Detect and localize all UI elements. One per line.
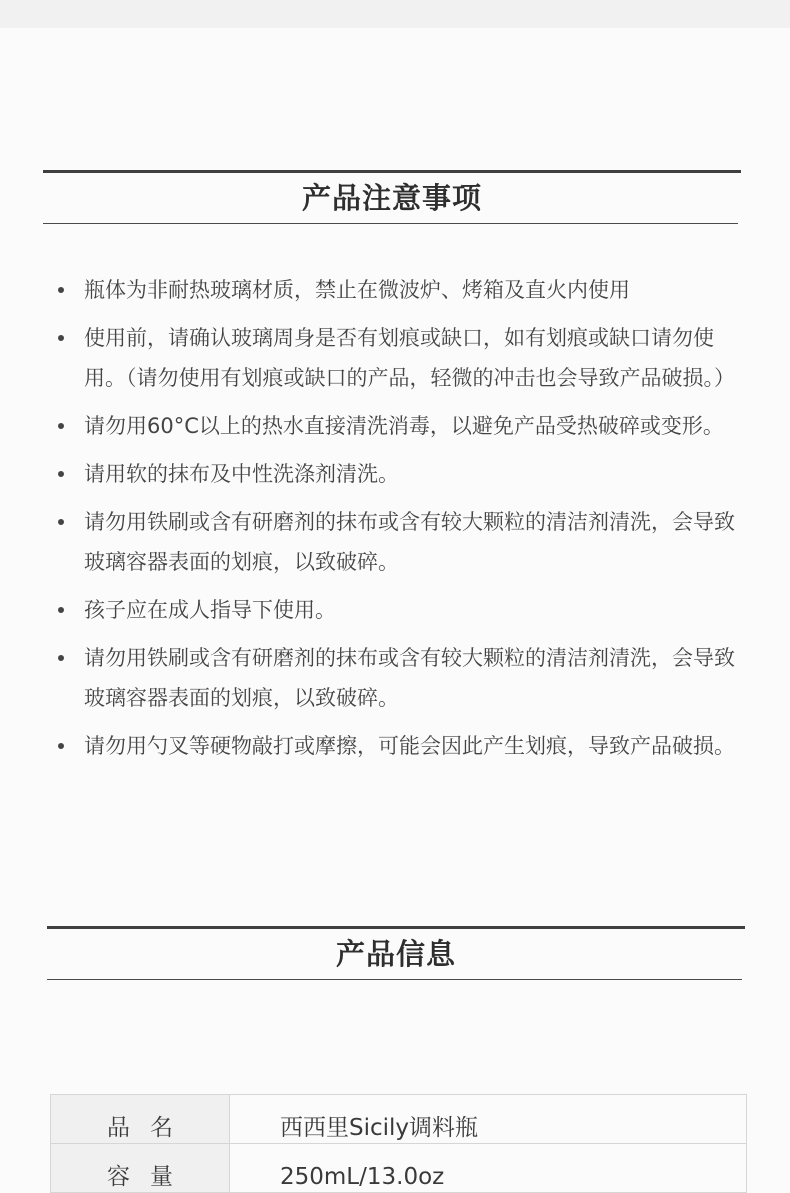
notice-text: 请勿用60°C以上的热水直接清洗消毒，以避免产品受热破碎或变形。 — [84, 414, 724, 438]
notice-section-title: 产品注意事项 — [301, 181, 482, 215]
notice-text: 孩子应在成人指导下使用。 — [84, 598, 336, 622]
product-info-table — [50, 1094, 747, 1193]
header-rule-bottom — [47, 979, 742, 980]
bullet-icon — [58, 519, 64, 525]
bullet-icon — [58, 743, 64, 749]
notice-section-header — [43, 170, 741, 224]
bullet-icon — [58, 607, 64, 613]
info-label: 容量 — [50, 1144, 230, 1192]
notice-text: 使用前，请确认玻璃周身是否有划痕或缺口，如有划痕或缺口请勿使用。（请勿使用有划痕或缺口的产品，轻微的冲击也会导致产品破损。） — [84, 326, 735, 390]
list-item — [58, 318, 748, 398]
bullet-icon — [58, 423, 64, 429]
notice-text: 请用软的抹布及中性洗涤剂清洗。 — [84, 462, 399, 486]
top-strip — [0, 0, 790, 28]
list-item — [58, 502, 748, 582]
info-value: 250mL/13.0oz — [230, 1144, 747, 1192]
list-item — [58, 270, 748, 310]
bullet-icon — [58, 471, 64, 477]
notice-text: 请勿用铁刷或含有研磨剂的抹布或含有较大颗粒的清洁剂清洗，会导致玻璃容器表面的划痕，以致破碎。 — [84, 510, 735, 574]
list-item — [58, 638, 748, 718]
list-item — [58, 726, 748, 766]
notice-text: 瓶体为非耐热玻璃材质，禁止在微波炉、烤箱及直火内使用 — [84, 278, 630, 302]
list-item — [58, 590, 748, 630]
info-label: 品名 — [50, 1095, 230, 1143]
info-section-title: 产品信息 — [335, 937, 456, 971]
header-rule-bottom — [43, 223, 738, 224]
bullet-icon — [58, 335, 64, 341]
list-item — [58, 454, 748, 494]
info-value: 西西里Sicily调料瓶 — [230, 1095, 747, 1143]
table-row — [50, 1095, 747, 1144]
bullet-icon — [58, 287, 64, 293]
info-section-header — [47, 926, 745, 980]
bullet-icon — [58, 655, 64, 661]
table-row — [50, 1144, 747, 1193]
notice-text: 请勿用勺叉等硬物敲打或摩擦，可能会因此产生划痕，导致产品破损。 — [84, 734, 735, 758]
list-item — [58, 406, 748, 446]
notice-list — [58, 270, 748, 774]
notice-text: 请勿用铁刷或含有研磨剂的抹布或含有较大颗粒的清洁剂清洗，会导致玻璃容器表面的划痕，以致破碎。 — [84, 646, 735, 710]
